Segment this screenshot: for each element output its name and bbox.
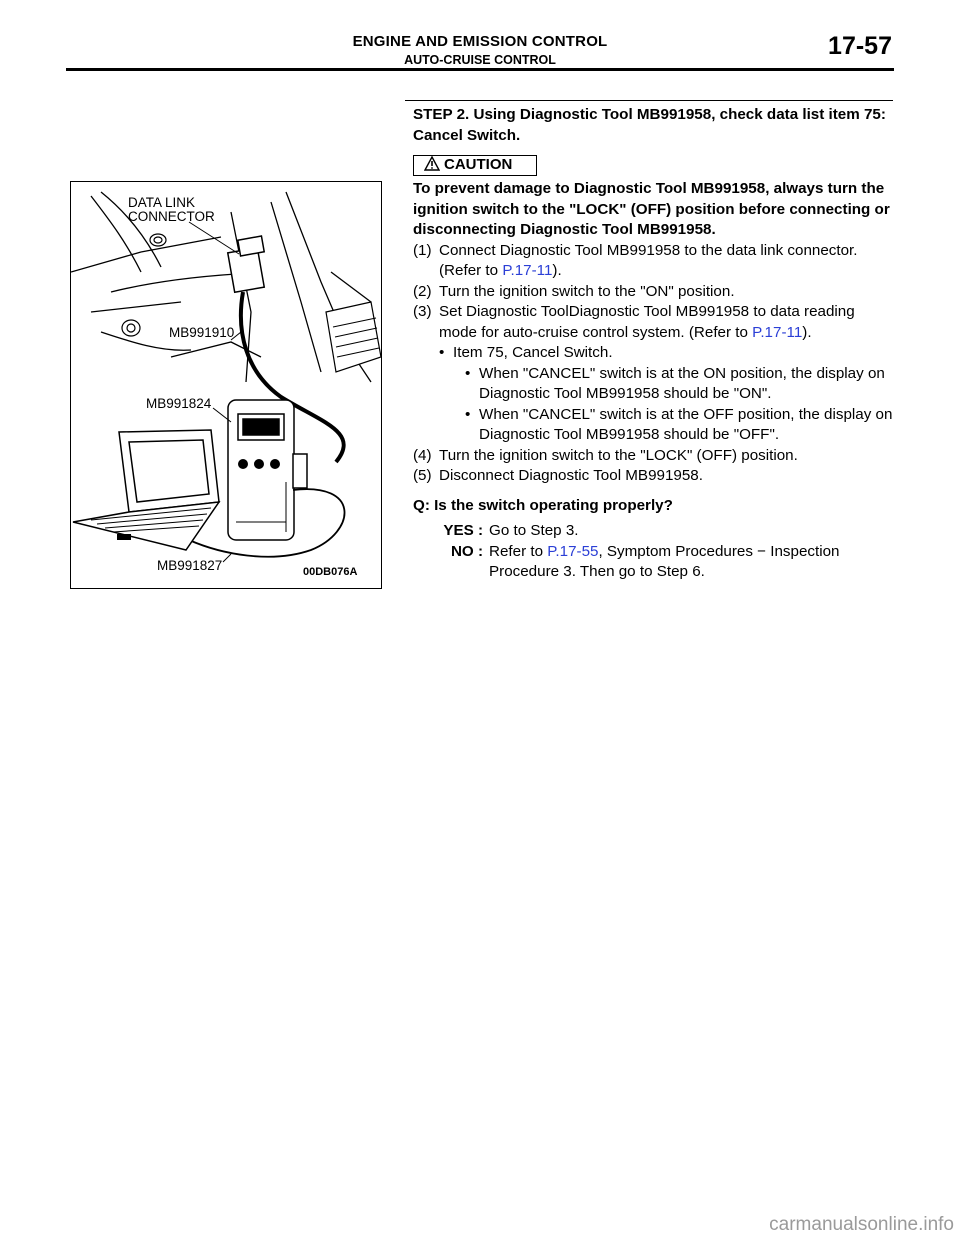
- answer-no: NO : Refer to P.17-55, Symptom Procedures − Inspection Procedure 3. Then go to Step 6.: [450, 542, 840, 580]
- answer-yes: YES : Go to Step 3.: [443, 522, 579, 539]
- label-mb991910: MB991910: [169, 325, 235, 340]
- page-link[interactable]: P.17-55: [547, 542, 599, 560]
- page-link[interactable]: P.17-11: [752, 323, 803, 341]
- label-dlc: DATA LINK CONNECTOR: [128, 195, 215, 224]
- section-subtitle: AUTO-CRUISE CONTROL: [404, 53, 556, 67]
- label-mb991824: MB991824: [146, 396, 212, 411]
- sub-bullet-item: • When "CANCEL" switch is at the OFF position, the display on Diagnostic Tool MB991958 should be "OFF".: [465, 405, 893, 443]
- figure-code: 00DB076A: [303, 566, 358, 578]
- list-item: (3) Set Diagnostic ToolDiagnostic Tool MB991958 to data reading mode for auto-cruise control system. (Refer to P.17-11).: [413, 303, 855, 341]
- section-title: ENGINE AND EMISSION CONTROL: [352, 33, 608, 50]
- page-number: 17-57: [828, 32, 892, 60]
- warning-triangle-icon: [424, 156, 440, 171]
- list-item: (1) Connect Diagnostic Tool MB991958 to the data link connector. (Refer to P.17-11).: [413, 241, 858, 279]
- list-item: (4) Turn the ignition switch to the "LOCK" (OFF) position.: [413, 446, 798, 464]
- list-item: (2) Turn the ignition switch to the "ON" position.: [413, 282, 735, 300]
- diagnostic-connection-figure: [70, 181, 382, 589]
- illustration: [71, 182, 382, 589]
- step-content: [413, 98, 893, 583]
- header-rule: [66, 68, 894, 71]
- list-item: (5) Disconnect Diagnostic Tool MB991958.: [413, 467, 703, 484]
- page-link[interactable]: P.17-11: [502, 262, 553, 279]
- question: Q: Is the switch operating properly?: [413, 496, 673, 514]
- sub-bullet-item: • When "CANCEL" switch is at the ON position, the display on Diagnostic Tool MB991958 should be "ON".: [465, 364, 885, 402]
- caution-box: [413, 155, 537, 176]
- caution-label: CAUTION: [444, 156, 513, 173]
- watermark: carmanualsonline.info: [769, 1214, 954, 1235]
- caution-text: To prevent damage to Diagnostic Tool MB991958, always turn the ignition switch to the "LOCK" (OFF) position before connecting or disconnecting Diagnostic Tool MB991958.: [413, 180, 890, 238]
- label-mb991827: MB991827: [157, 558, 223, 573]
- answers: [413, 521, 893, 583]
- step-title: STEP 2. Using Diagnostic Tool MB991958, check data list item 75: Cancel Switch.: [413, 106, 886, 144]
- bullet-item: • Item 75, Cancel Switch.: [439, 344, 613, 361]
